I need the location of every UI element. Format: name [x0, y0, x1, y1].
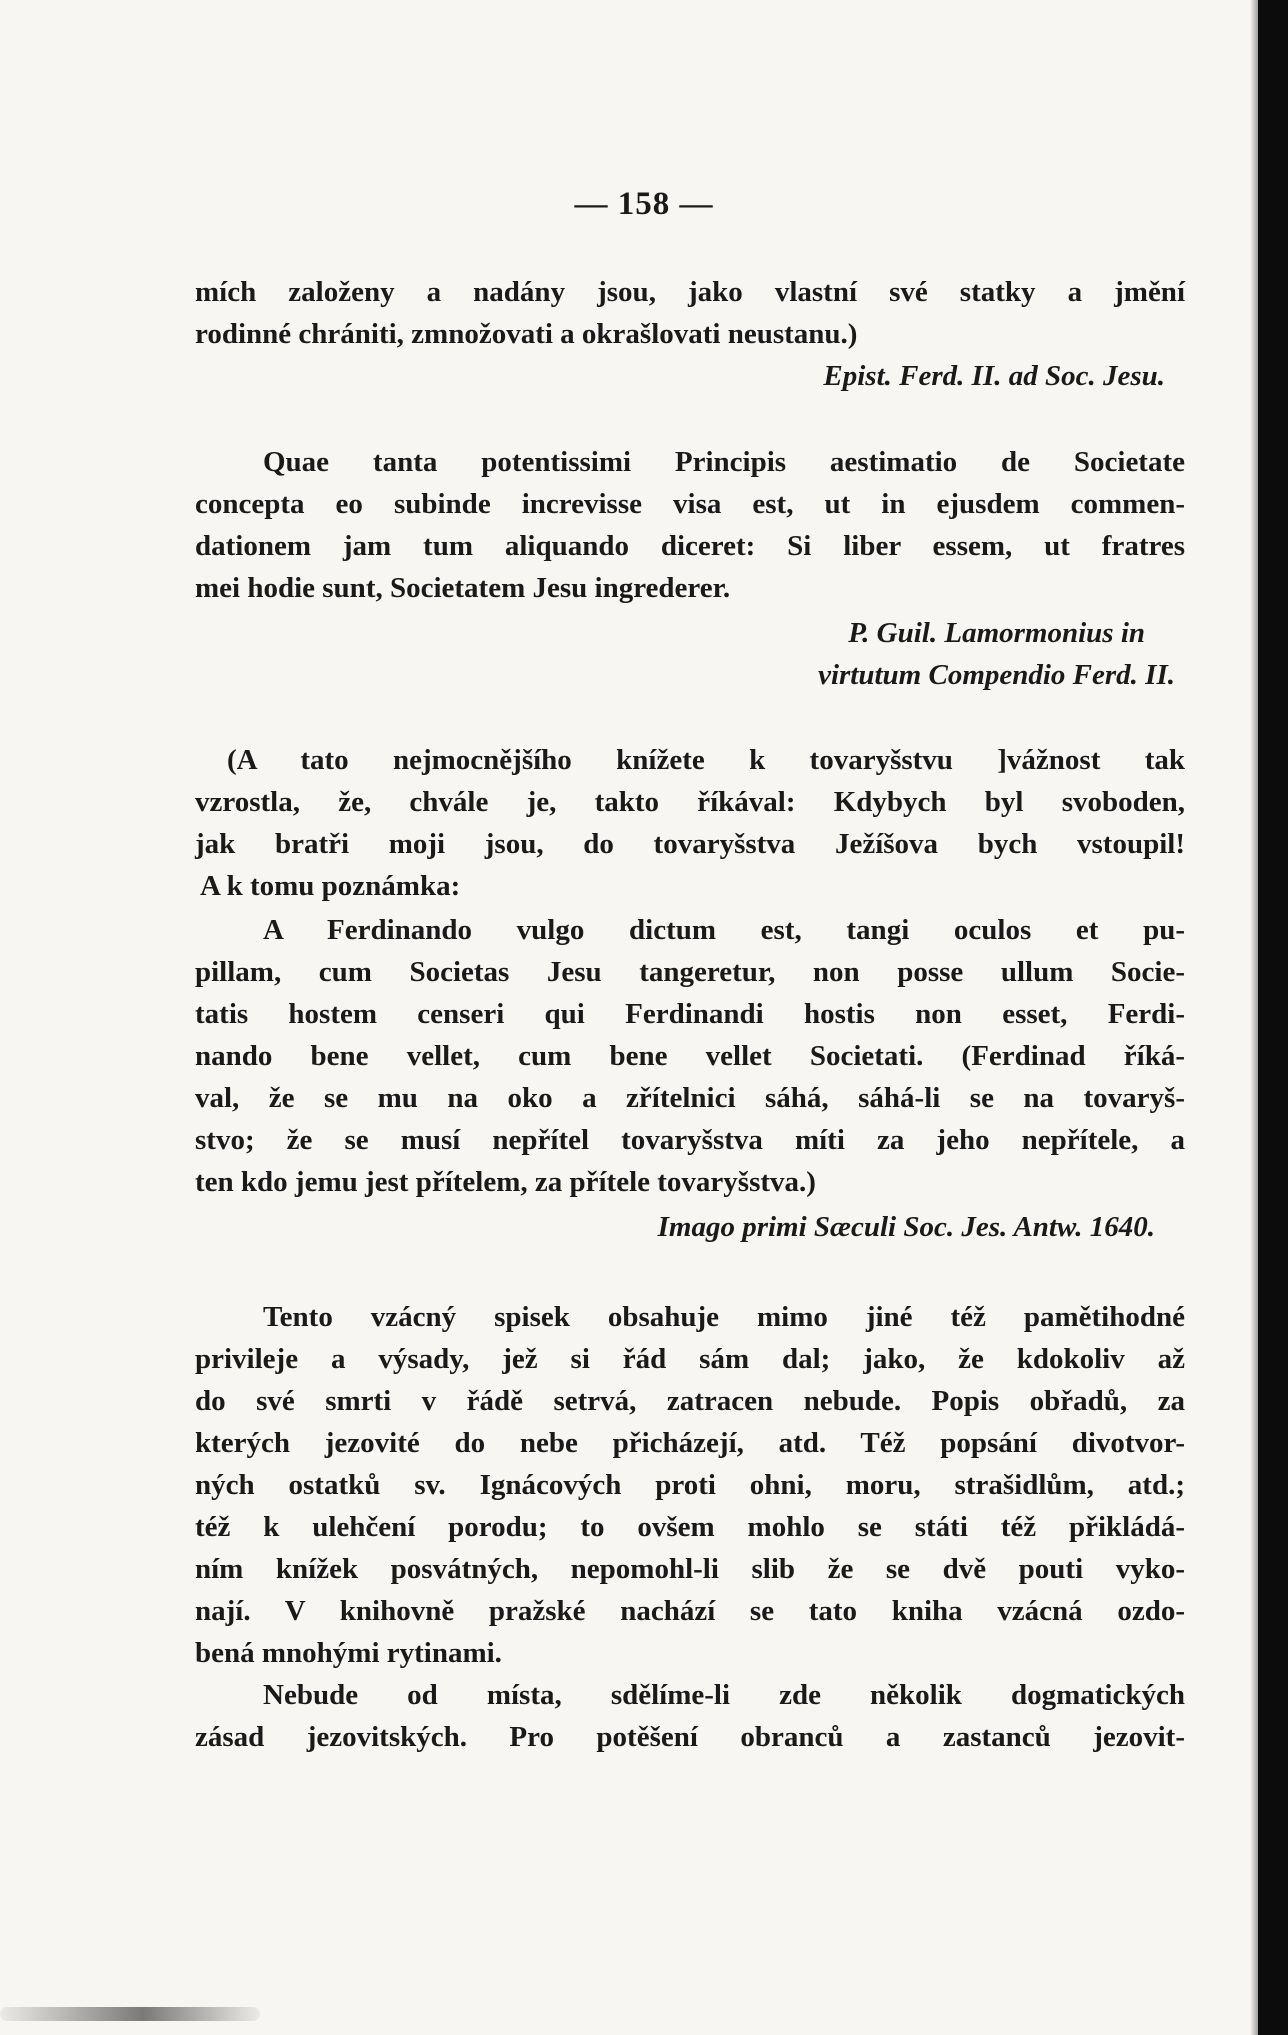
text-line: ten kdo jemu jest přítelem, za přítele tovaryšstva.) [195, 1166, 816, 1198]
page-edge-shadow [1250, 0, 1258, 2035]
text-line: pillam, cum Societas Jesu tangeretur, non posse ullum Socie- [195, 956, 1185, 988]
text-line: Quae tanta potentissimi Principis aestimatio de Societate [263, 446, 1185, 478]
text-line: A k tomu poznámka: [200, 870, 461, 902]
citation-line: virtutum Compendio Ferd. II. [818, 659, 1175, 691]
text-line: do své smrti v řádě setrvá, zatracen nebude. Popis obřadů, za [195, 1385, 1185, 1417]
text-line: jak bratři moji jsou, do tovaryšstva Ježíšova bych vstoupil! [195, 828, 1185, 860]
text-line: Nebude od místa, sdělíme-li zde několik dogmatických [263, 1679, 1185, 1711]
text-line: A Ferdinando vulgo dictum est, tangi oculos et pu- [263, 914, 1185, 946]
text-line: též k ulehčení porodu; to ovšem mohlo se státi též přikládá- [195, 1511, 1185, 1543]
citation-line: Imago primi Sæculi Soc. Jes. Antw. 1640. [657, 1211, 1155, 1243]
scan-smudge [0, 2007, 260, 2021]
citation-line: Epist. Ferd. II. ad Soc. Jesu. [823, 360, 1165, 392]
text-line: ných ostatků sv. Ignácových proti ohni, moru, strašidlům, atd.; [195, 1469, 1185, 1501]
text-line: ním knížek posvátných, nepomohl-li slib že se dvě pouti vyko- [195, 1553, 1185, 1585]
text-line: (A tato nejmocnějšího knížete k tovaryšstvu ]vážnost tak [227, 744, 1185, 776]
text-line: concepta eo subinde increvisse visa est, ut in ejusdem commen- [195, 488, 1185, 520]
text-line: mei hodie sunt, Societatem Jesu ingrederer. [195, 572, 731, 604]
text-line: kterých jezovité do nebe přicházejí, atd. Též popsání divotvor- [195, 1427, 1185, 1459]
text-line: tatis hostem censeri qui Ferdinandi hostis non esset, Ferdi- [195, 998, 1185, 1030]
text-line: stvo; že se musí nepřítel tovaryšstva míti za jeho nepřítele, a [195, 1124, 1185, 1156]
page-number: — 158 — [574, 186, 714, 222]
text-line: vzrostla, že, chvále je, takto říkával: Kdybych byl svoboden, [195, 786, 1185, 818]
text-line: rodinné chrániti, zmnožovati a okrašlovati neustanu.) [195, 318, 858, 350]
text-line: privileje a výsady, jež si řád sám dal; jako, že kdokoliv až [195, 1343, 1185, 1375]
text-line: zásad jezovitských. Pro potěšení obranců a zastanců jezovit- [195, 1721, 1185, 1753]
text-line: dationem jam tum aliquando diceret: Si liber essem, ut fratres [195, 530, 1185, 562]
text-line: val, že se mu na oko a zřítelnici sáhá, sáhá-li se na tovaryš- [195, 1082, 1185, 1114]
text-line: mích založeny a nadány jsou, jako vlastní své statky a jmění [195, 276, 1185, 308]
text-line: nando bene vellet, cum bene vellet Societati. (Ferdinad říká- [195, 1040, 1185, 1072]
text-line: Tento vzácný spisek obsahuje mimo jiné též pamětihodné [263, 1301, 1185, 1333]
citation-line: P. Guil. Lamormonius in [848, 617, 1145, 649]
text-line: bená mnohými rytinami. [195, 1637, 502, 1669]
text-line: nají. V knihovně pražské nachází se tato kniha vzácná ozdo- [195, 1595, 1185, 1627]
scan-border [1258, 0, 1288, 2035]
